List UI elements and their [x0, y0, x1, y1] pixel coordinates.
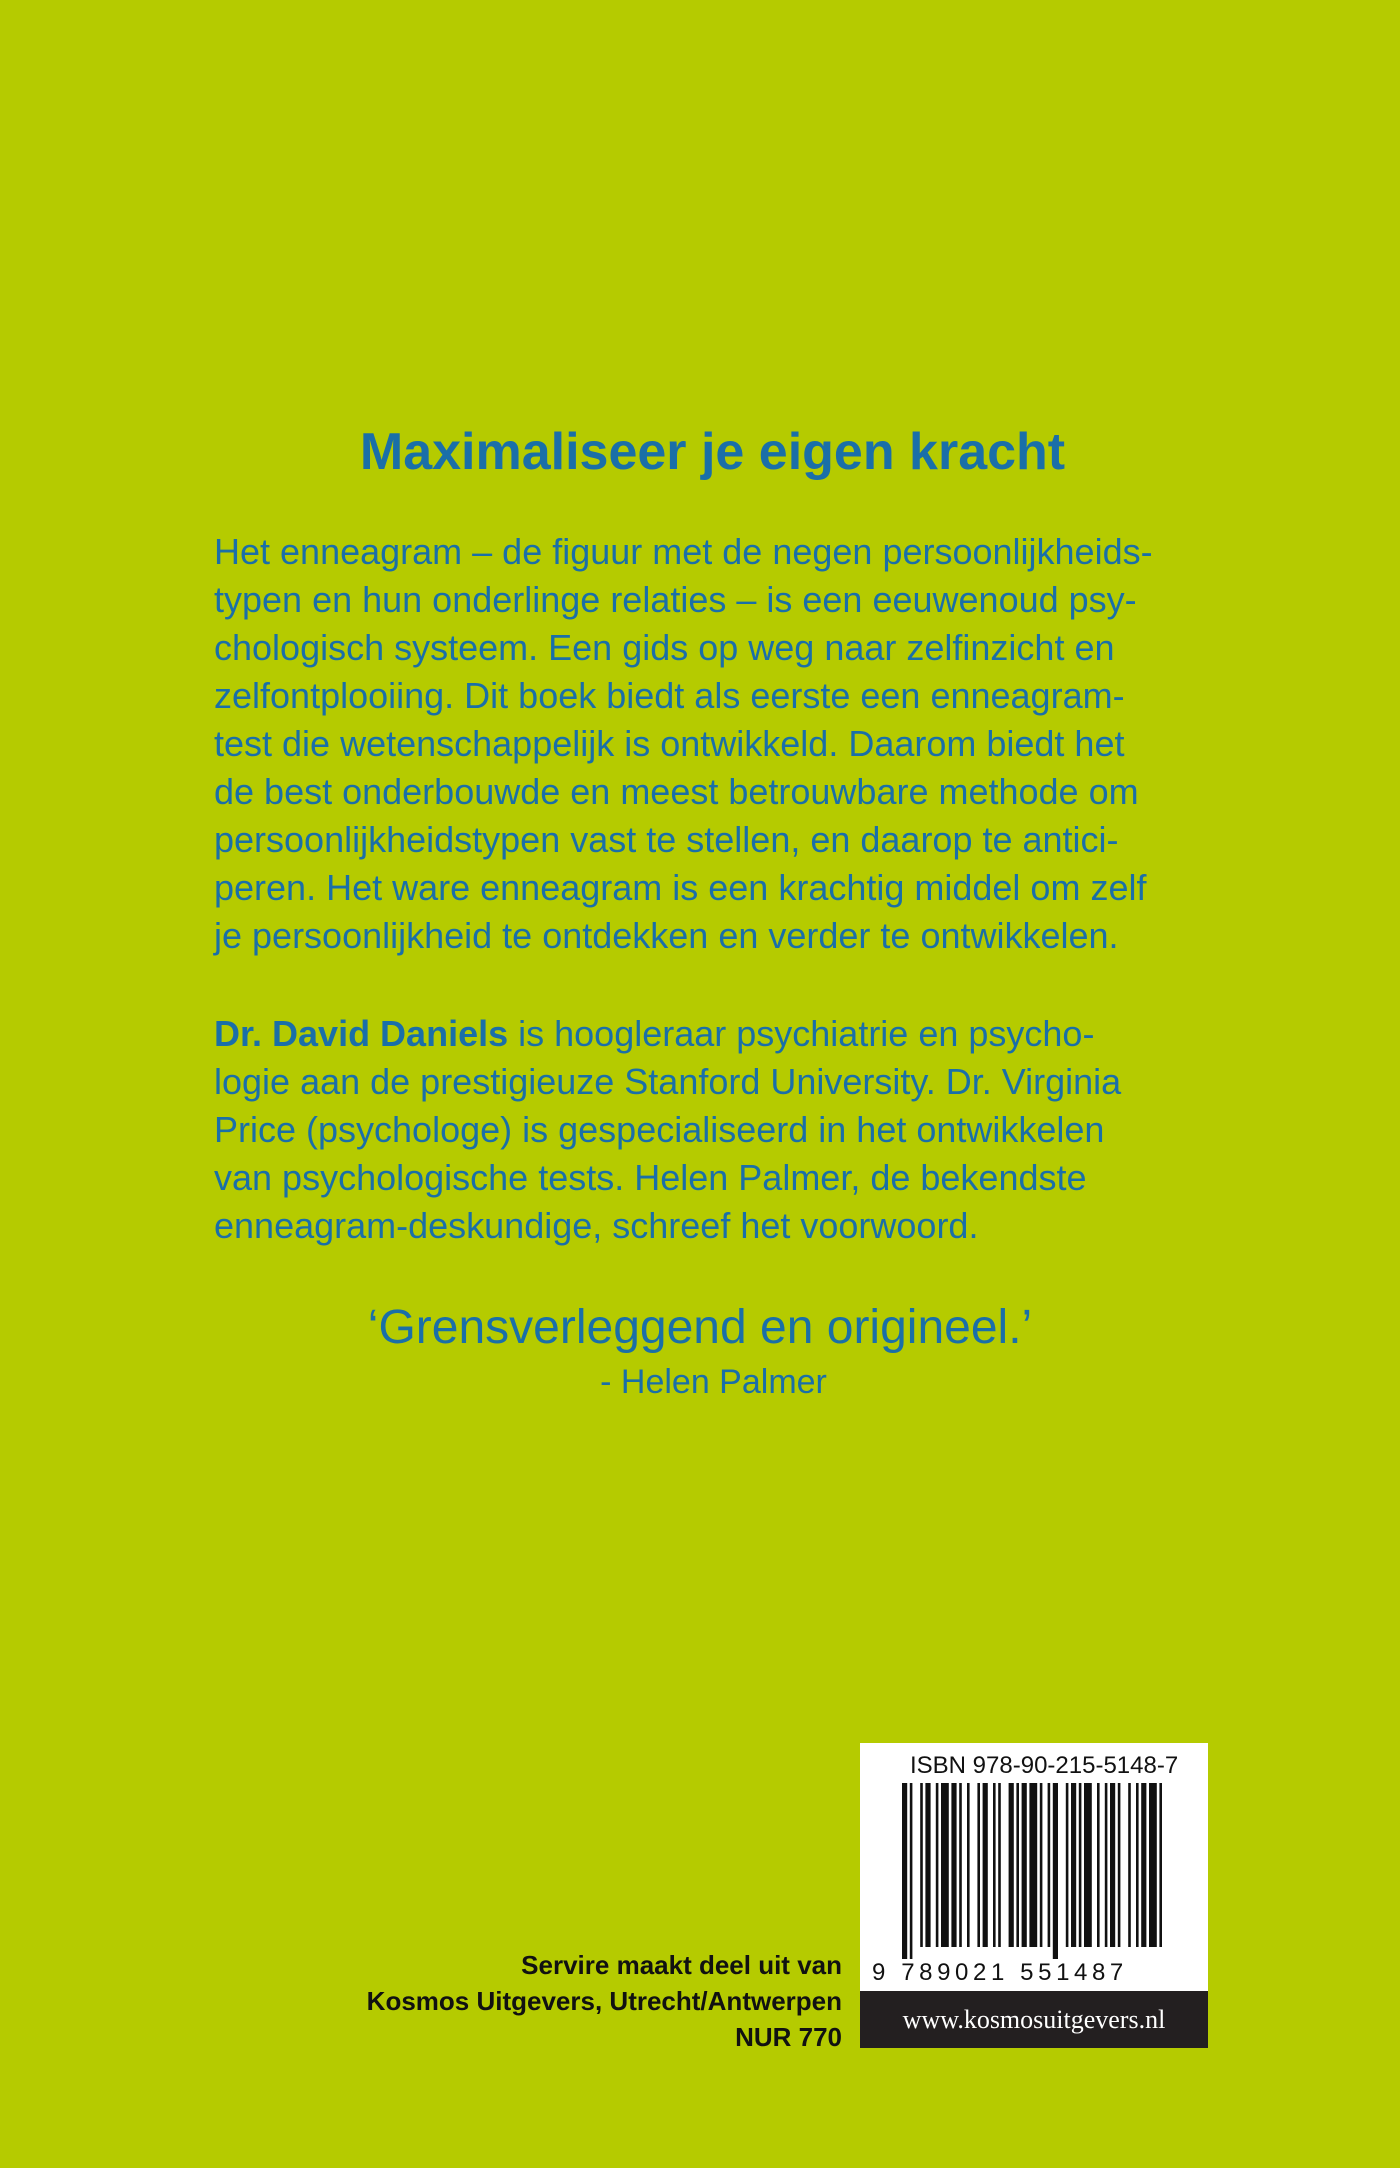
publisher-line: Kosmos Uitgevers, Utrecht/Antwerpen [366, 1986, 842, 2016]
barcode-bar [941, 1783, 949, 1947]
barcode-bar [993, 1783, 996, 1947]
author-name: Dr. David Daniels [214, 1013, 509, 1054]
author-bio-first-rest: is hoogleraar psychiatrie en psycho- [508, 1013, 1095, 1054]
barcode-bar [1105, 1783, 1108, 1947]
barcode-bar [967, 1783, 970, 1947]
barcode-bar [1084, 1783, 1092, 1947]
author-bio-line: logie aan de prestigieuze Stanford University. Dr. Virginia [214, 1061, 1122, 1102]
isbn-label: ISBN 978-90-215-5148-7 [910, 1752, 1179, 1779]
barcode-bar [1149, 1783, 1157, 1947]
barcode-bar [1048, 1783, 1051, 1947]
barcode-bar [998, 1783, 1001, 1947]
barcode-bar [1141, 1783, 1146, 1947]
barcode-bar [1053, 1783, 1058, 1959]
barcode-bar [1159, 1783, 1162, 1947]
review-quote: ‘Grensverleggend en origineel.’ [367, 1301, 1033, 1354]
publisher-url[interactable]: www.kosmosuitgevers.nl [860, 1991, 1208, 2048]
barcode-image [902, 1783, 1166, 1959]
cover-title: Maximaliseer je eigen kracht [359, 423, 1066, 481]
description-line: chologisch systeem. Een gids op weg naar zelfinzicht en [214, 627, 1115, 668]
barcode-bar [902, 1783, 907, 1959]
description-line: persoonlijkheidstypen vast te stellen, en daarop te antici- [214, 819, 1119, 860]
barcode-bar [1118, 1783, 1121, 1947]
barcode-bar [1097, 1783, 1100, 1947]
barcode-bar [910, 1783, 913, 1959]
barcode-bar [920, 1783, 923, 1947]
barcode-bar [1136, 1783, 1139, 1947]
quote-attribution: - Helen Palmer [600, 1363, 827, 1401]
isbn-barcode-box [860, 1743, 1208, 1991]
author-bio-line: van psychologische tests. Helen Palmer, de bekendste [214, 1157, 1087, 1198]
barcode-bar [1016, 1783, 1019, 1947]
barcode-bar [1128, 1783, 1131, 1947]
description-line: peren. Het ware enneagram is een krachtig middel om zelf [214, 867, 1147, 908]
barcode-bar [1110, 1783, 1115, 1947]
barcode-bar [983, 1783, 988, 1947]
barcode-bar [1040, 1783, 1043, 1947]
barcode-bar [936, 1783, 939, 1947]
author-bio-line [214, 1010, 1214, 1058]
barcode-bar [959, 1783, 962, 1947]
description-line: typen en hun onderlinge relaties – is een eeuwenoud psy- [214, 579, 1137, 620]
description-line: Het enneagram – de figuur met de negen persoonlijkheids- [214, 531, 1153, 572]
publisher-info [367, 1947, 842, 2055]
barcode-bar [1022, 1783, 1027, 1947]
book-description [214, 528, 1214, 960]
barcode-digits: 9 789021 551487 [872, 1959, 1128, 1986]
barcode-bar [951, 1783, 956, 1947]
barcode-bar [1079, 1783, 1082, 1947]
description-line: test die wetenschappelijk is ontwikkeld. Daarom biedt het [214, 723, 1125, 764]
barcode-bar [1009, 1783, 1014, 1947]
description-line: je persoonlijkheid te ontdekken en verder te ontwikkelen. [214, 915, 1119, 956]
barcode-bar [1029, 1783, 1037, 1947]
description-line: zelfontplooiing. Dit boek biedt als eerste een enneagram- [214, 675, 1125, 716]
author-bio-line: enneagram-deskundige, schreef het voorwoord. [214, 1205, 979, 1246]
publisher-line: NUR 770 [735, 2022, 842, 2052]
barcode-bar [1066, 1783, 1069, 1947]
barcode-bar [977, 1783, 980, 1947]
author-bio [214, 1010, 1214, 1250]
publisher-line: Servire maakt deel uit van [521, 1950, 842, 1980]
author-bio-line: Price (psychologe) is gespecialiseerd in het ontwikkelen [214, 1109, 1105, 1150]
barcode-bar [925, 1783, 930, 1947]
barcode-bar [1071, 1783, 1076, 1947]
description-line: de best onderbouwde en meest betrouwbare methode om [214, 771, 1139, 812]
